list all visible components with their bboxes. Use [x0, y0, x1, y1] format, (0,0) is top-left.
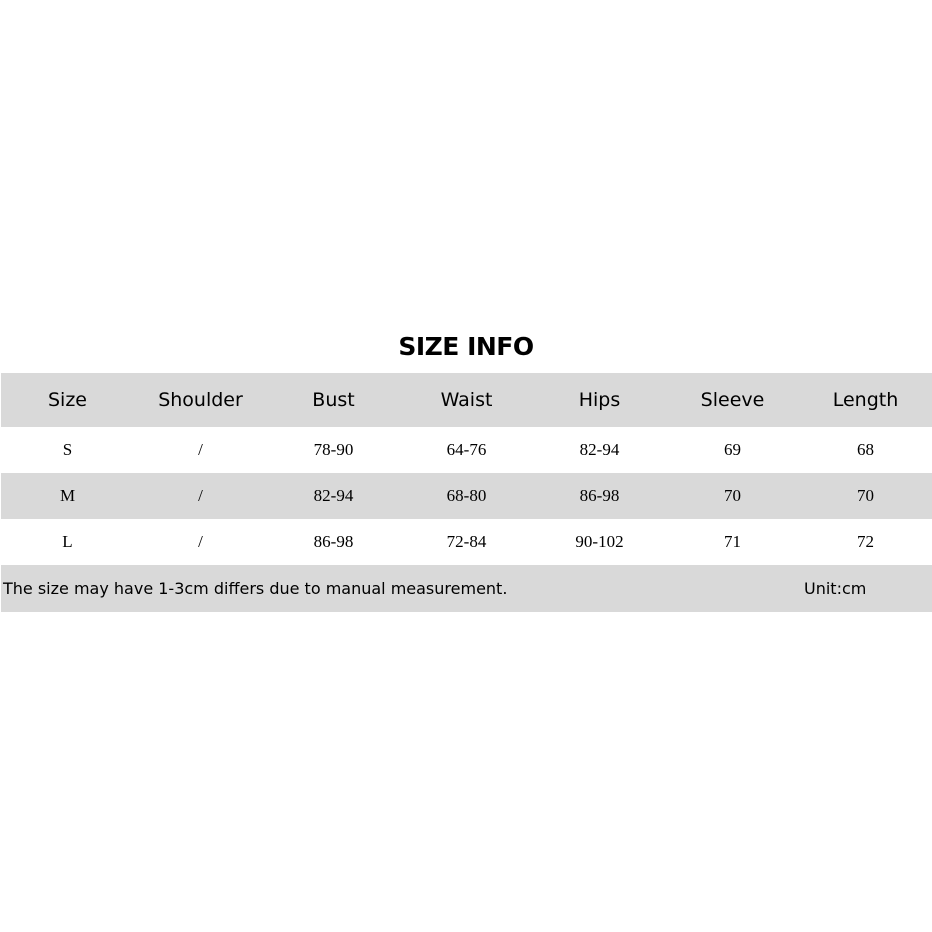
cell-size: S [62, 440, 73, 459]
footer-note-row [1, 565, 932, 612]
page-title: SIZE INFO [398, 332, 534, 361]
header-length: Length [832, 389, 899, 411]
cell-hips: 86-98 [579, 486, 620, 505]
cell-shoulder: / [198, 532, 203, 551]
table-header-row [1, 373, 932, 427]
cell-sleeve: 69 [724, 440, 741, 459]
cell-shoulder: / [198, 440, 203, 459]
cell-waist: 64-76 [446, 440, 487, 459]
cell-hips: 82-94 [579, 440, 620, 459]
table-row [1, 427, 932, 473]
header-hips: Hips [578, 389, 621, 411]
header-shoulder: Shoulder [158, 389, 243, 411]
cell-length: 68 [857, 440, 874, 459]
header-sleeve: Sleeve [700, 389, 765, 411]
cell-size: L [62, 532, 73, 551]
cell-size: M [59, 486, 76, 505]
header-bust: Bust [312, 389, 355, 411]
header-waist: Waist [440, 389, 493, 411]
cell-shoulder: / [198, 486, 203, 505]
table-row [1, 473, 932, 519]
cell-bust: 82-94 [313, 486, 354, 505]
cell-waist: 72-84 [446, 532, 487, 551]
cell-hips: 90-102 [575, 532, 624, 551]
cell-bust: 86-98 [313, 532, 354, 551]
table-row [1, 519, 932, 565]
cell-sleeve: 71 [724, 532, 741, 551]
measurement-note: The size may have 1-3cm differs due to manual measurement. [3, 579, 508, 598]
cell-waist: 68-80 [446, 486, 487, 505]
size-table [1, 373, 932, 612]
unit-label: Unit:cm [804, 579, 867, 598]
cell-bust: 78-90 [313, 440, 354, 459]
header-size: Size [47, 389, 87, 411]
cell-length: 72 [857, 532, 874, 551]
cell-sleeve: 70 [724, 486, 741, 505]
cell-length: 70 [857, 486, 874, 505]
